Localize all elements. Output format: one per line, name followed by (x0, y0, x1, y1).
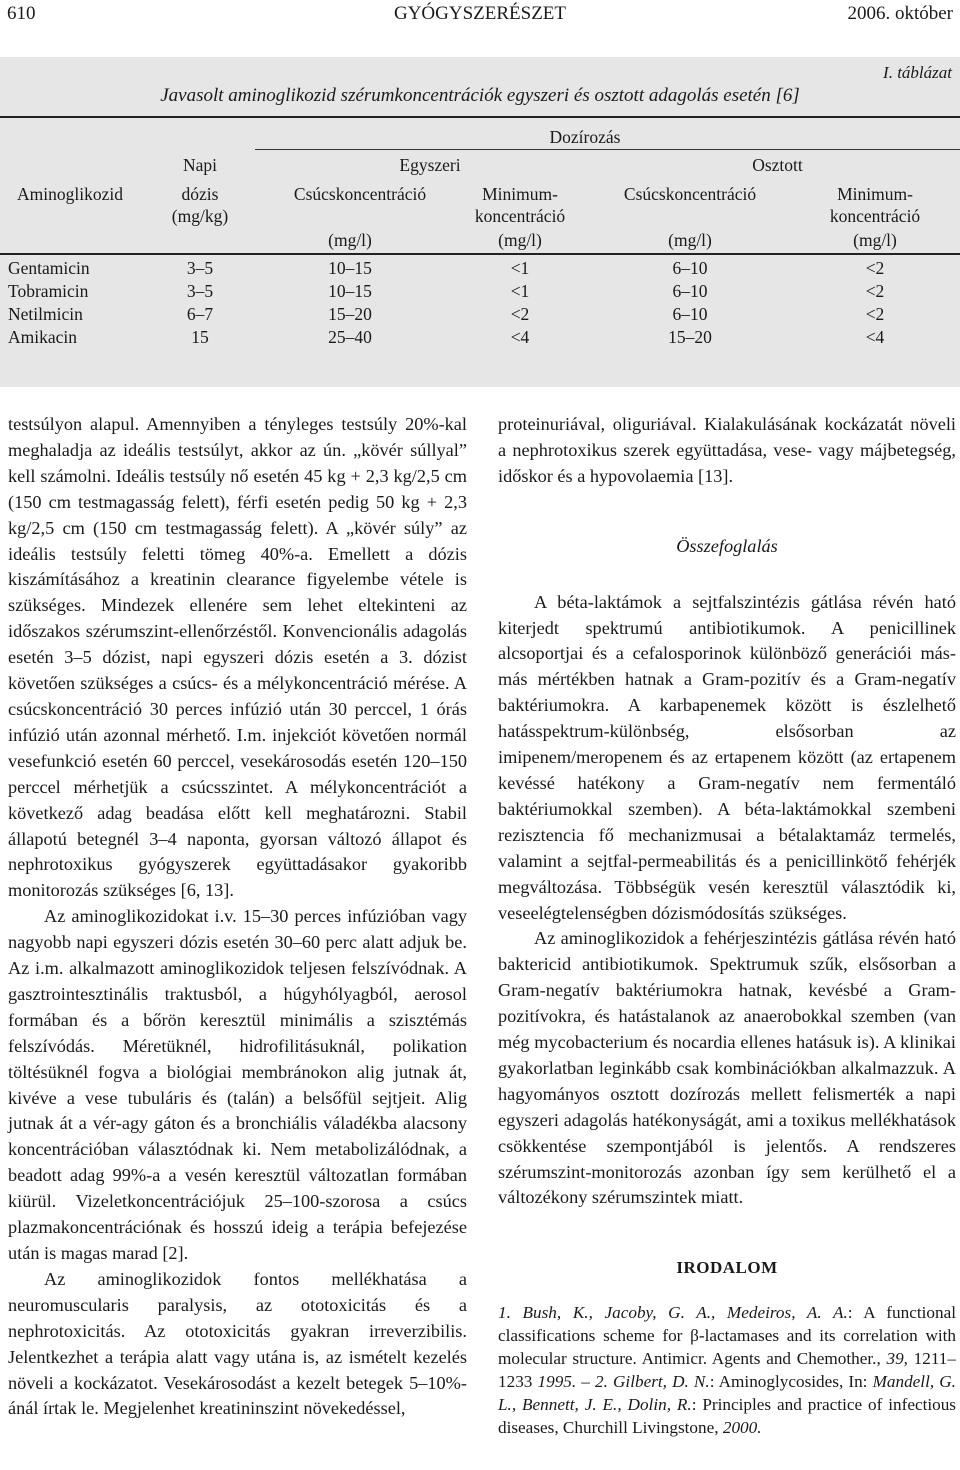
header-aminoglikozid: Aminoglikozid (17, 184, 123, 204)
daily-dose: 3–5 (186, 258, 214, 278)
table-caption: I. táblázat (883, 63, 952, 82)
ref1-volume: 39, (886, 1349, 908, 1369)
header-dozis: dózis (181, 184, 219, 204)
unit-peak-divided: (mg/l) (668, 230, 712, 250)
ref1-year: 1995. (537, 1372, 577, 1392)
drug-name: Gentamicin (8, 258, 90, 278)
ref2-book: : Principles and practice of infectious diseases, Churchill Livingstone, (498, 1395, 956, 1438)
single-peak: 10–15 (328, 258, 372, 278)
single-min: <1 (510, 258, 530, 278)
header-mgkg: (mg/kg) (171, 206, 229, 226)
drug-name: Netilmicin (8, 304, 83, 324)
header-osztott: Osztott (752, 155, 803, 175)
header-peak-single: Csúcskoncentráció (293, 184, 427, 204)
body-paragraph: testsúlyon alapul. Amennyiben a tényleges testsúly 20%-kal meghaladja az ideális testsúlyt, akkor az ún. „kövér súllyal” kell számolni. Ideális testsúly nő esetén 45 kg + 2,3 kg/2,5 cm (150 cm testmagasság felett), férfi esetén pedig 50 kg + 2,3 kg/2,5 cm (150 cm testmagasság felett). A „kövér súly” az ideális testsúly feletti tömeg 40%-a. Emellett a dózis kiszámításához a kreatinin clearance figyelembe vétele is szükséges. Mindezek ellenére sem lehet eltekinteni az időszakos szérumszint-ellenőrzéstől. Konvencionális adagolás esetén 3–5 dózist, napi egyszeri dózis esetén a 3. dózist követően szükséges a csúcs- és a mélykoncentráció mérése. A csúcskoncentráció 30 perces infúzió után 30 perccel, 1 órás infúzió után azonnal mérhető. I.m. injekciót követően normál vesefunkció esetén 60 perccel, vesekárosodás esetén 120–150 perccel mérhetjük a csúcsszintet. A mélykoncentrációt a következő adag beadása előtt kell meghatározni. Stabil állapotú betegnél 3–4 naponta, gyorsan változó állapot és nephrotoxikus gyógyszerek együttadásakor gyakoribb monitorozás szükséges [6, 13]. (8, 414, 467, 901)
divided-peak: 6–10 (672, 304, 708, 324)
unit-min-single: (mg/l) (498, 230, 542, 250)
ref2-title: : Aminoglycosides, In: (709, 1372, 873, 1392)
ref2-year: 2000. (722, 1418, 762, 1438)
table-title: Javasolt aminoglikozid szérumkoncentrációk egyszeri és osztott adagolás esetén [6] (160, 85, 800, 106)
single-min: <2 (510, 304, 530, 324)
table-block (0, 57, 960, 387)
daily-dose: 15 (191, 327, 209, 347)
body-paragraph: proteinuriával, oliguriával. Kialakulásának kockázatát növeli a nephrotoxikus szerek együttadása, vese- vagy májbetegség, időskor és a hypovolaemia [13]. (498, 414, 956, 486)
drug-name: Tobramicin (8, 281, 89, 301)
body-paragraph: A béta-laktámok a sejtfalszintézis gátlása révén ható kiterjedt spektrumú antibiotikumok. A penicillinek alcsoportjai és a cefalosporinok különböző generációi más-más mértékben hatnak a Gram-pozitív és a Gram-negatív baktériumokra. A karbapenemek között is észlelhető hatásspektrum-különbség, elsősorban az imipenem/meropenem és az ertapenem között (az ertapenem kevéssé hatékony a Gram-negatív nem fermentáló baktériumokkal szemben). A béta-laktámokkal szembeni rezisztencia fő mechanizmusai a bétalaktamáz termelés, valamint a sejtfal-permeabilitás és a penicillinkötő fehérjék megváltozása. Többségük vesén keresztül választódik ki, veseelégtelenségben dózismódosítás szükséges. (498, 591, 956, 923)
single-min: <1 (510, 281, 530, 301)
single-peak: 25–40 (328, 327, 372, 347)
left-column (8, 412, 467, 1422)
divided-min: <2 (865, 304, 885, 324)
references-title: IRODALOM (676, 1258, 778, 1278)
body-paragraph: Az aminoglikozidokat i.v. 15–30 perces infúzióban vagy nagyobb napi egyszeri dózis esetén 30–60 perc alatt adjuk be. Az i.m. alkalmazott aminoglikozidok teljesen felszívódnak. A gasztrointesztinális traktusból, a húgyhólyagból, aerosol formában és a bőrön keresztül minimális a szisztémás felszívódás. Méretüknél, hidrofilitásuknál, polikation töltésüknél fogva a biológiai membránokon alig jutnak át, kivéve a vese tubuláris és (talán) a belsőfül sejtjeit. Alig jutnak át a vér-agy gáton és a bronchiális váladékba alacsony koncentrációban választódnak ki. Nem metabolizálódnak, a beadott adag 99%-a a vesén keresztül változatlan formában kiürül. Vizeletkoncentrációjuk 25–100-szorosa a csúcs plazmakoncentrációnak és hosszú ideig a terápia befejezése után is magas marad [2]. (8, 906, 467, 1263)
single-peak: 10–15 (328, 281, 372, 301)
issue-date: 2006. október (847, 3, 953, 24)
header-egyszeri: Egyszeri (399, 155, 461, 175)
header-napi: Napi (182, 155, 218, 175)
unit-peak-single: (mg/l) (328, 230, 372, 250)
single-min: <4 (510, 327, 530, 347)
header-dozirozas: Dozírozás (549, 127, 621, 147)
divided-min: <2 (865, 258, 885, 278)
ref2-editors: Mandell, G. L., Bennett, J. E., Dolin, R. (498, 1372, 956, 1415)
unit-min-divided: (mg/l) (853, 230, 897, 250)
divided-peak: 6–10 (672, 281, 708, 301)
header-min-divided-2: koncentráció (829, 206, 921, 226)
section-title: Összefoglalás (676, 535, 778, 556)
header-min-divided-1: Minimum- (837, 184, 913, 204)
journal-title: GYÓGYSZERÉSZET (393, 3, 567, 24)
header-peak-divided: Csúcskoncentráció (623, 184, 757, 204)
ref1-authors: 1. Bush, K., Jacoby, G. A., Medeiros, A. A. (498, 1303, 848, 1323)
ref1-title: : A functional classifications scheme for β-lactamases and its correlation with molecular structure. Antimicr. Agents and Chemother., (498, 1303, 956, 1369)
header-bottom-rule (0, 253, 960, 255)
divided-min: <2 (865, 281, 885, 301)
header-min-single-2: koncentráció (474, 206, 566, 226)
divided-min: <4 (865, 327, 885, 347)
header-rule (255, 149, 960, 150)
body-paragraph: Az aminoglikozidok fontos mellékhatása a neuromuscularis paralysis, az ototoxicitás és a nephrotoxicitás. Az ototoxicitás gyakran irreverzibilis. Jelentkezhet a terápia alatt vagy utána is, az ismételt kezelés növeli a kockázatot. Vesekárosodást a kezelt betegek 5–10%-ánál írtak le. Megjelenhet kreatininszint növekedéssel, (8, 1268, 467, 1419)
daily-dose: 3–5 (186, 281, 214, 301)
ref2-authors: – 2. Gilbert, D. N. (576, 1372, 710, 1392)
table-top-rule (0, 116, 960, 118)
divided-peak: 15–20 (668, 327, 712, 347)
ref1-pages: 1211–1233 (498, 1349, 956, 1392)
page-header (0, 0, 960, 30)
right-column (498, 412, 956, 1439)
header-min-single-1: Minimum- (482, 184, 558, 204)
drug-name: Amikacin (8, 327, 78, 347)
body-paragraph: Az aminoglikozidok a fehérjeszintézis gátlása révén ható baktericid antibiotikumok. Spektrumuk szűk, elsősorban a Gram-negatív baktériumokra hatnak, kevésbé a Gram-pozitívokra, és hatástalanok az anaerobokkal szemben (van még mycobacterium és nocardia ellenes hatásuk is). A klinikai gyakorlatban leginkább csak kombinációkban alkalmazzuk. A hagyományos osztott dozírozás mellett felismerték a napi egyszeri adagolás hatékonyságát, ami a toxikus mellékhatások csökkentése szempontjából is jelentős. A rendszeres szérumszint-monitorozás azonban így sem kerülhető el a változékony szérumszintek miatt. (498, 928, 956, 1208)
single-peak: 15–20 (328, 304, 372, 324)
daily-dose: 6–7 (186, 304, 214, 324)
page-number: 610 (7, 3, 36, 24)
references-list (498, 1301, 956, 1439)
divided-peak: 6–10 (672, 258, 708, 278)
